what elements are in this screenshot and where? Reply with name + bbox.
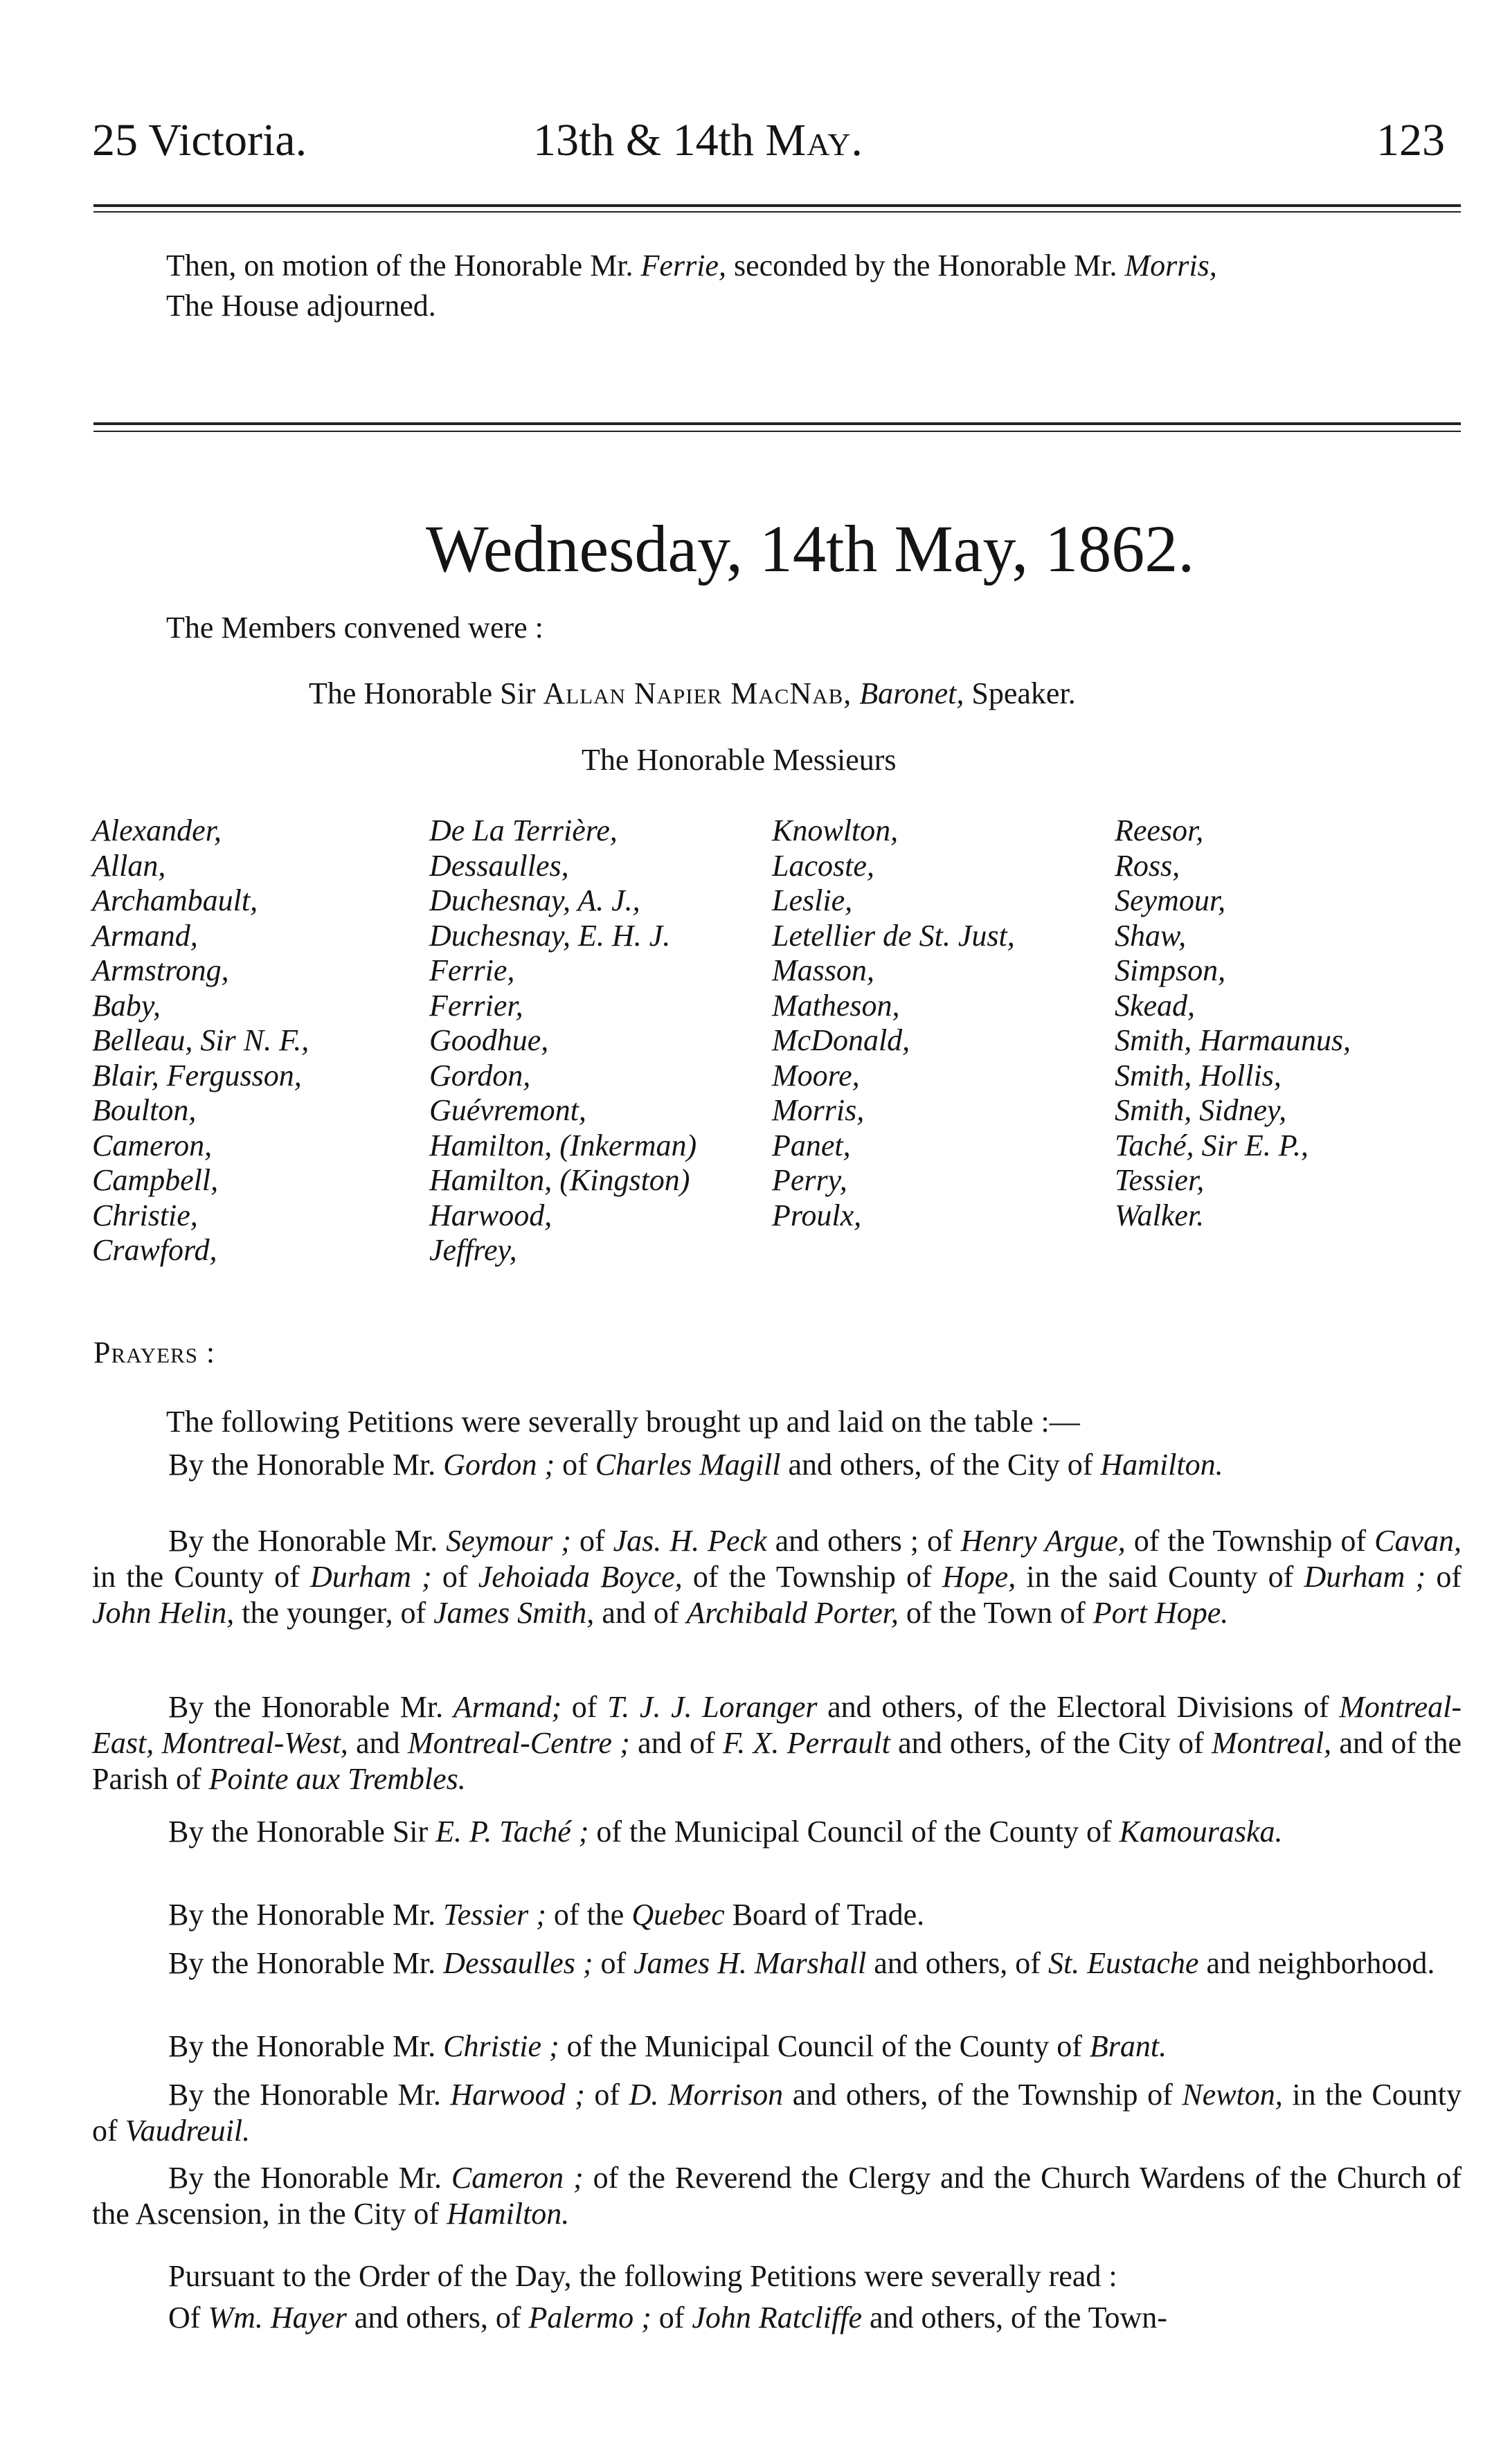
running-header-dates <box>533 115 863 165</box>
member-name: Alexander, <box>92 813 222 847</box>
header-dates-month: May. <box>765 115 863 165</box>
members-column-4 <box>1115 813 1461 1233</box>
member-name: Goodhue, <box>429 1023 549 1057</box>
members-column-1 <box>92 813 438 1268</box>
adjournment-text-b: seconded by the Honorable Mr. <box>733 249 1117 282</box>
member-name: Knowlton, <box>772 813 899 847</box>
petition-paragraph: By the Honorable Mr. Harwood ; of D. Morrison and others, of the Township of Newton, in the County of Vaudreuil. <box>92 2078 1462 2148</box>
member-name: Allan, <box>92 848 166 883</box>
member-name: Blair, Fergusson, <box>92 1058 302 1092</box>
member-name: Ross, <box>1115 848 1180 883</box>
member-name: Panet, <box>772 1128 851 1162</box>
petition-paragraph: By the Honorable Mr. Tessier ; of the Quebec Board of Trade. <box>168 1898 925 1932</box>
member-name: Taché, Sir E. P., <box>1115 1128 1309 1162</box>
member-name: McDonald, <box>772 1023 910 1057</box>
petition-paragraph: By the Honorable Mr. Gordon ; of Charles Magill and others, of the City of Hamilton. <box>168 1448 1223 1482</box>
member-name: Boulton, <box>92 1093 197 1127</box>
section-double-rule <box>93 422 1461 432</box>
petitions-intro: The following Petitions were severally brought up and laid on the table :— <box>166 1405 1080 1439</box>
member-name: Leslie, <box>772 883 853 917</box>
member-name: Smith, Hollis, <box>1115 1058 1282 1092</box>
member-name: Duchesnay, E. H. J. <box>429 918 671 953</box>
member-name: Dessaulles, <box>429 848 569 883</box>
member-name: Smith, Harmaunus, <box>1115 1023 1351 1057</box>
member-name: Perry, <box>772 1163 847 1197</box>
prayers-heading: Prayers : <box>93 1336 216 1369</box>
member-name: Smith, Sidney, <box>1115 1093 1287 1127</box>
messieurs-heading: The Honorable Messieurs <box>582 743 897 777</box>
petition-paragraph: By the Honorable Mr. Christie ; of the Municipal Council of the County of Brant. <box>168 2029 1167 2063</box>
member-name: Masson, <box>772 953 874 987</box>
member-name: De La Terrière, <box>429 813 618 847</box>
member-name: Hamilton, (Inkerman) <box>429 1128 697 1162</box>
members-column-2 <box>429 813 775 1268</box>
header-dates-days: 13th & 14th <box>533 115 755 165</box>
petition-paragraph: By the Honorable Mr. Seymour ; of Jas. H. Peck and others ; of Henry Argue, of the Township of Cavan, in the County of Durham ; of Jehoiada Boyce, of the Township of Hope, in the said County of Durham ; of John Helin, the younger, of James Smith, and of Archibald Porter, of the Town of Port Hope. <box>92 1524 1462 1630</box>
member-name: Seymour, <box>1115 883 1226 917</box>
adjournment-text-a: Then, on motion of the Honorable Mr. <box>166 249 633 282</box>
member-name: Tessier, <box>1115 1163 1205 1197</box>
speaker-title: Baronet, <box>859 676 964 710</box>
member-name: Ferrie, <box>429 953 515 987</box>
member-name: Armand, <box>92 918 198 953</box>
member-name: Hamilton, (Kingston) <box>429 1163 690 1197</box>
member-name: Morris, <box>772 1093 865 1127</box>
member-name: Jeffrey, <box>429 1233 517 1267</box>
member-name: Armstrong, <box>92 953 229 987</box>
member-name: Walker. <box>1115 1198 1205 1232</box>
member-name: Duchesnay, A. J., <box>429 883 640 917</box>
members-intro: The Members convened were : <box>166 611 543 645</box>
member-name: Reesor, <box>1115 813 1204 847</box>
adjournment-seconder: Morris, <box>1124 249 1217 282</box>
member-name: Simpson, <box>1115 953 1226 987</box>
read-petitions-paragraph: Of Wm. Hayer and others, of Palermo ; of John Ratcliffe and others, of the Town- <box>168 2301 1167 2335</box>
petition-paragraph: By the Honorable Mr. Cameron ; of the Reverend the Clergy and the Church Wardens of the Church of the Ascension, in the City of Hamilton. <box>92 2161 1462 2231</box>
member-name: Guévremont, <box>429 1093 586 1127</box>
member-name: Campbell, <box>92 1163 219 1197</box>
petition-paragraph: By the Honorable Sir E. P. Taché ; of the Municipal Council of the County of Kamouraska. <box>168 1815 1283 1849</box>
order-of-day-paragraph: Pursuant to the Order of the Day, the following Petitions were severally read : <box>168 2259 1117 2293</box>
member-name: Gordon, <box>429 1058 531 1092</box>
petition-paragraph: By the Honorable Mr. Dessaulles ; of James H. Marshall and others, of St. Eustache and neighborhood. <box>168 1946 1435 1980</box>
running-header-session: 25 Victoria. <box>92 115 307 165</box>
header-double-rule <box>93 204 1461 213</box>
member-name: Ferrier, <box>429 988 523 1023</box>
member-name: Moore, <box>772 1058 860 1092</box>
speaker-line <box>309 674 1076 714</box>
speaker-prefix: The Honorable Sir <box>309 676 536 710</box>
member-name: Harwood, <box>429 1198 552 1232</box>
page-number: 123 <box>1376 115 1445 165</box>
adjournment-mover: Ferrie, <box>640 249 726 282</box>
speaker-role: Speaker. <box>971 676 1076 710</box>
member-name: Lacoste, <box>772 848 874 883</box>
adjournment-line-2: The House adjourned. <box>166 289 436 323</box>
speaker-name: Allan Napier MacNab, <box>543 676 852 710</box>
member-name: Crawford, <box>92 1233 217 1267</box>
member-name: Cameron, <box>92 1128 213 1162</box>
member-name: Skead, <box>1115 988 1196 1023</box>
member-name: Matheson, <box>772 988 900 1023</box>
day-title: Wednesday, 14th May, 1862. <box>426 512 1195 586</box>
member-name: Baby, <box>92 988 161 1023</box>
members-column-3 <box>772 813 1118 1233</box>
member-name: Proulx, <box>772 1198 862 1232</box>
member-name: Letellier de St. Just, <box>772 918 1015 953</box>
member-name: Archambault, <box>92 883 258 917</box>
member-name: Shaw, <box>1115 918 1187 953</box>
petition-paragraph: By the Honorable Mr. Armand; of T. J. J. Loranger and others, of the Electoral Divisions of Montreal-East, Montreal-West, and Montreal-Centre ; and of F. X. Perrault and others, of the City of Montreal, and of the Parish of Pointe aux Trembles. <box>92 1690 1462 1796</box>
member-name: Christie, <box>92 1198 198 1232</box>
member-name: Belleau, Sir N. F., <box>92 1023 309 1057</box>
adjournment-line-1 <box>166 246 1217 286</box>
